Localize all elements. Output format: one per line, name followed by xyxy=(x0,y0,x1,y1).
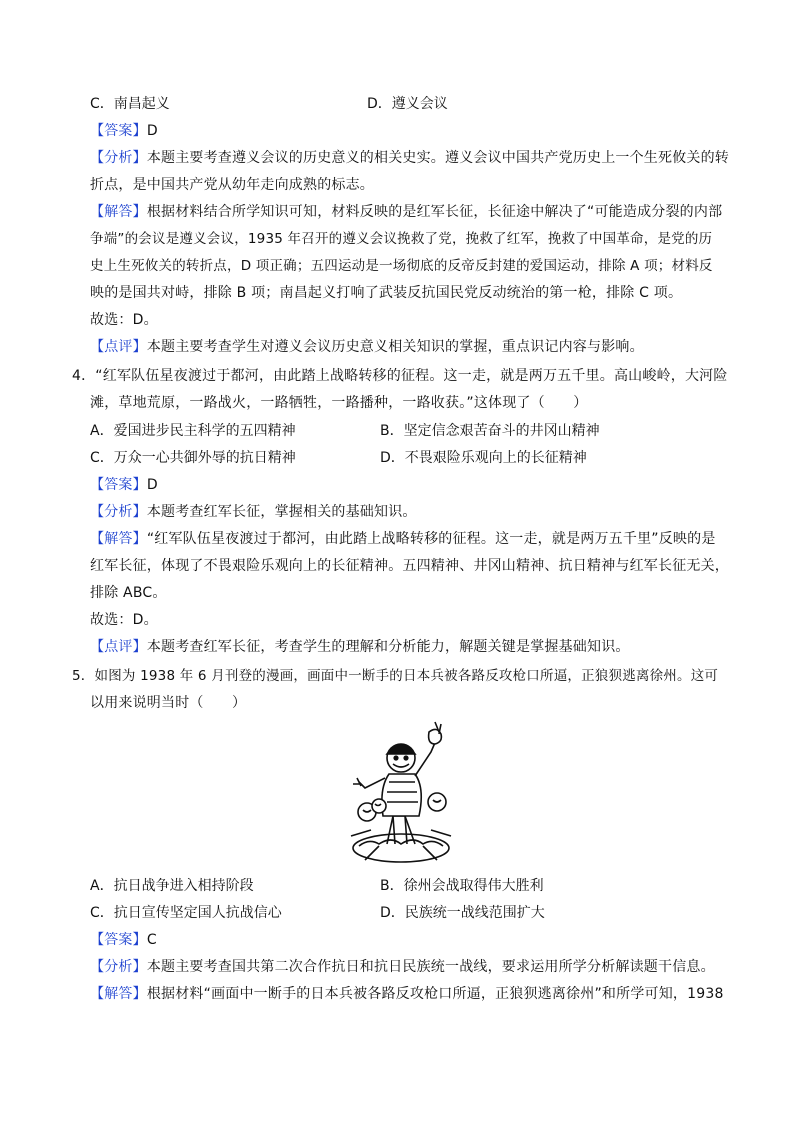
comment-tag: 【点评】 xyxy=(90,339,147,355)
q3-analysis-line-2: 折点，是中国共产党从幼年走向成熟的标志。 xyxy=(90,177,374,193)
answer-tag: 【答案】 xyxy=(90,477,147,493)
q3-solution-line-1 xyxy=(90,202,730,222)
q3-answer xyxy=(90,121,730,141)
answer-tag: 【答案】 xyxy=(90,932,147,948)
q5-option-d: D．民族统一战线范围扩大 xyxy=(380,905,545,921)
q3-comment xyxy=(90,337,730,357)
q3-solution-line-2: 争端”的会议是遵义会议，1935 年召开的遵义会议挽救了党，挽救了红军，挽救了中国革命，是党的历 xyxy=(90,231,713,247)
q5-stem-line-1: 5．如图为 1938 年 6 月刊登的漫画，画面中一断手的日本兵被各路反攻枪口所逼，正狼狈逃离徐州。这可 xyxy=(72,668,719,684)
q3-analysis-line-1 xyxy=(90,148,730,168)
q5-option-c: C．抗日宣传坚定国人抗战信心 xyxy=(90,905,282,921)
solution-text: 根据材料结合所学知识可知，材料反映的是红军长征，长征途中解决了“可能造成分裂的内部 xyxy=(146,204,723,220)
answer-value: D xyxy=(146,477,158,493)
analysis-tag: 【分析】 xyxy=(90,150,147,166)
comment-text: 本题考查红军长征，考查学生的理解和分析能力，解题关键是掌握基础知识。 xyxy=(146,639,630,655)
comment-text: 本题主要考查学生对遵义会议历史意义相关知识的掌握，重点识记内容与影响。 xyxy=(146,339,644,355)
q5-answer xyxy=(90,930,730,950)
q5-stem-line-2: 以用来说明当时（ ） xyxy=(90,695,247,711)
q4-option-c: C．万众一心共御外辱的抗日精神 xyxy=(90,450,296,466)
q5-option-a: A．抗日战争进入相持阶段 xyxy=(90,878,254,894)
solution-tag: 【解答】 xyxy=(90,531,147,547)
solution-tag: 【解答】 xyxy=(90,204,147,220)
q4-option-d: D．不畏艰险乐观向上的长征精神 xyxy=(380,450,587,466)
q4-stem-line-2: 滩，草地荒原，一路战火，一路牺牲，一路播种，一路收获。”这体现了（ ） xyxy=(90,395,588,411)
q4-stem-line-1: 4．“红军队伍星夜渡过于都河，由此踏上战略转移的征程。这一走，就是两万五千里。高山峻岭，大河险 xyxy=(72,368,728,384)
q3-solution-line-4: 映的是国共对峙，排除 B 项；南昌起义打响了武装反抗国民党反动统治的第一枪，排除 C 项。 xyxy=(90,285,683,301)
analysis-text: 本题考查红军长征，掌握相关的基础知识。 xyxy=(146,504,417,520)
cartoon-illustration-icon xyxy=(345,718,457,868)
q3-choose: 故选：D。 xyxy=(90,312,158,328)
solution-text: “红军队伍星夜渡过于都河，由此踏上战略转移的征程。这一走，就是两万五千里”反映的是 xyxy=(146,531,716,547)
q3-option-d: D．遵义会议 xyxy=(367,96,448,112)
q4-analysis xyxy=(90,502,730,522)
q4-comment xyxy=(90,637,730,657)
analysis-text: 本题主要考查遵义会议的历史意义的相关史实。遵义会议中国共产党历史上一个生死攸关的转 xyxy=(146,150,730,166)
answer-value: C xyxy=(146,932,157,948)
q4-solution-line-1 xyxy=(90,529,730,549)
q4-choose: 故选：D。 xyxy=(90,612,158,628)
solution-tag: 【解答】 xyxy=(90,986,147,1002)
q5-analysis xyxy=(90,957,730,977)
q3-solution-line-3: 史上生死攸关的转折点，D 项正确；五四运动是一场彻底的反帝反封建的爱国运动，排除 A 项；材料反 xyxy=(90,258,713,274)
q4-solution-line-3: 排除 ABC。 xyxy=(90,585,167,601)
comment-tag: 【点评】 xyxy=(90,639,147,655)
q4-answer xyxy=(90,475,730,495)
analysis-text: 本题主要考查国共第二次合作抗日和抗日民族统一战线，要求运用所学分析解读题干信息。 xyxy=(146,959,715,975)
q5-solution-line-1 xyxy=(90,984,730,1004)
q3-option-c: C．南昌起义 xyxy=(90,96,170,112)
solution-text: 根据材料“画面中一断手的日本兵被各路反攻枪口所逼，正狼狈逃离徐州”和所学可知，1938 xyxy=(146,986,724,1002)
q5-option-b: B．徐州会战取得伟大胜利 xyxy=(380,878,544,894)
q4-option-b: B．坚定信念艰苦奋斗的井冈山精神 xyxy=(380,423,600,439)
q4-option-a: A．爱国进步民主科学的五四精神 xyxy=(90,423,296,439)
analysis-tag: 【分析】 xyxy=(90,959,147,975)
analysis-tag: 【分析】 xyxy=(90,504,147,520)
answer-tag: 【答案】 xyxy=(90,123,147,139)
q4-solution-line-2: 红军长征，体现了不畏艰险乐观向上的长征精神。五四精神、井冈山精神、抗日精神与红军长征无关， xyxy=(90,558,729,574)
answer-value: D xyxy=(146,123,158,139)
